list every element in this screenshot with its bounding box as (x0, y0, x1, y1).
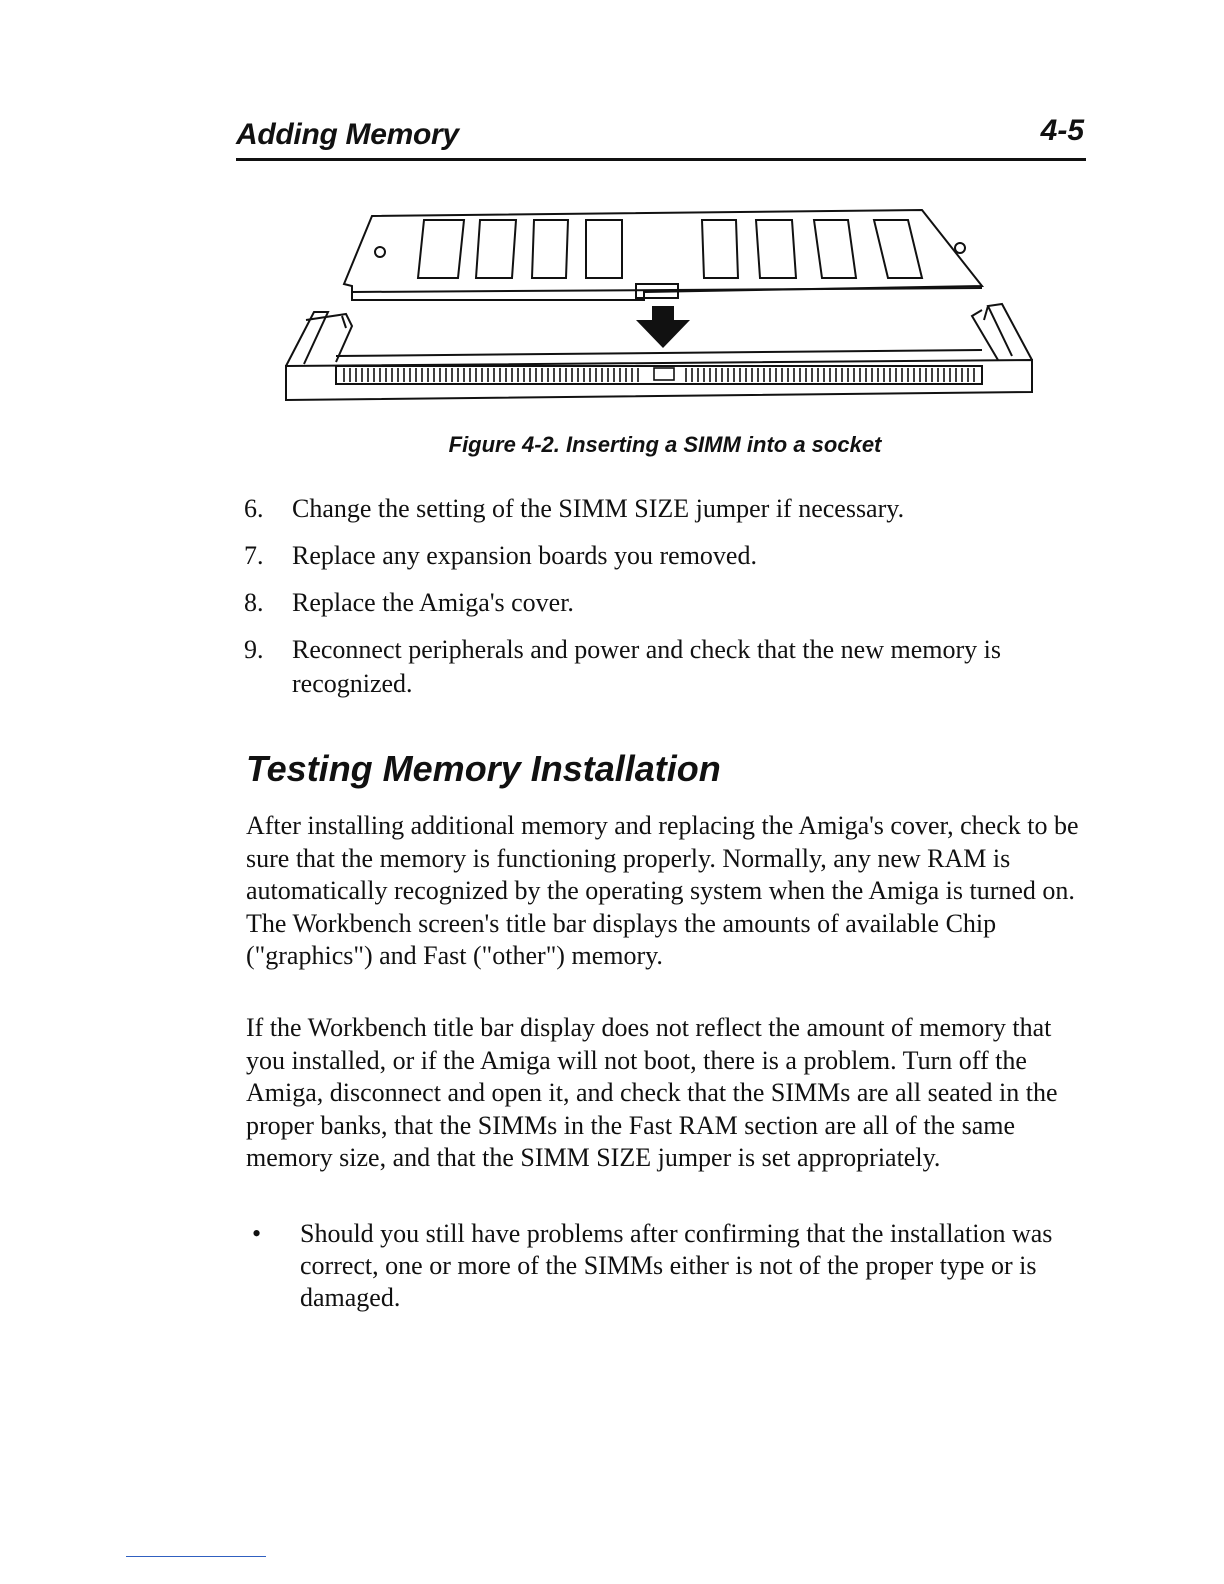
simm-hole-right (955, 243, 965, 253)
procedure-steps (244, 492, 1044, 714)
chip-group-left (418, 220, 622, 278)
list-item: 8. Replace the Amiga's cover. (244, 588, 574, 617)
simm-module (344, 210, 982, 300)
chip-group-right (702, 220, 922, 278)
section-title: Adding Memory (236, 118, 459, 151)
page-number: 4-5 (1040, 114, 1084, 147)
simm-hole-left (375, 247, 385, 257)
section-heading: Testing Memory Installation (246, 748, 721, 789)
running-header (236, 112, 1086, 161)
figure-caption: Figure 4-2. Inserting a SIMM into a socket (448, 432, 882, 457)
list-item: • Should you still have problems after confirming that the installation was correct, one or more of the SIMMs either is not of the proper type or is damaged. (252, 1219, 1053, 1312)
list-item: 7. Replace any expansion boards you removed. (244, 541, 757, 570)
bullet-list (246, 1218, 1096, 1314)
simm-insertion-diagram-icon (282, 196, 1046, 422)
footnote-rule (126, 1556, 266, 1557)
body-paragraph: After installing additional memory and replacing the Amiga's cover, check to be sure that the memory is functioning properly. Normally, any new RAM is automatically recognized by the operating system when the Amiga is turned on. The Workbench screen's title bar displays the amounts of available Chip ("graphics") and Fast ("other") memory. (246, 811, 1079, 970)
list-item: 9. Reconnect peripherals and power and check that the new memory is recognized. (244, 635, 1001, 698)
socket-contacts (344, 368, 974, 382)
bullet-icon: • (252, 1219, 262, 1248)
body-paragraph: If the Workbench title bar display does not reflect the amount of memory that you installed, or if the Amiga will not boot, there is a problem. Turn off the Amiga, disconnect and open it, and check that the SIMMs are all seated in the proper banks, that the SIMMs in the Fast RAM section are all of the same memory size, and that the SIMM SIZE jumper is set appropriately. (246, 1013, 1058, 1172)
socket-latch-right (972, 304, 1032, 360)
insertion-arrow-icon (636, 306, 690, 348)
list-item: 6. Change the setting of the SIMM SIZE jumper if necessary. (244, 494, 905, 523)
socket-latch-left (286, 312, 352, 366)
